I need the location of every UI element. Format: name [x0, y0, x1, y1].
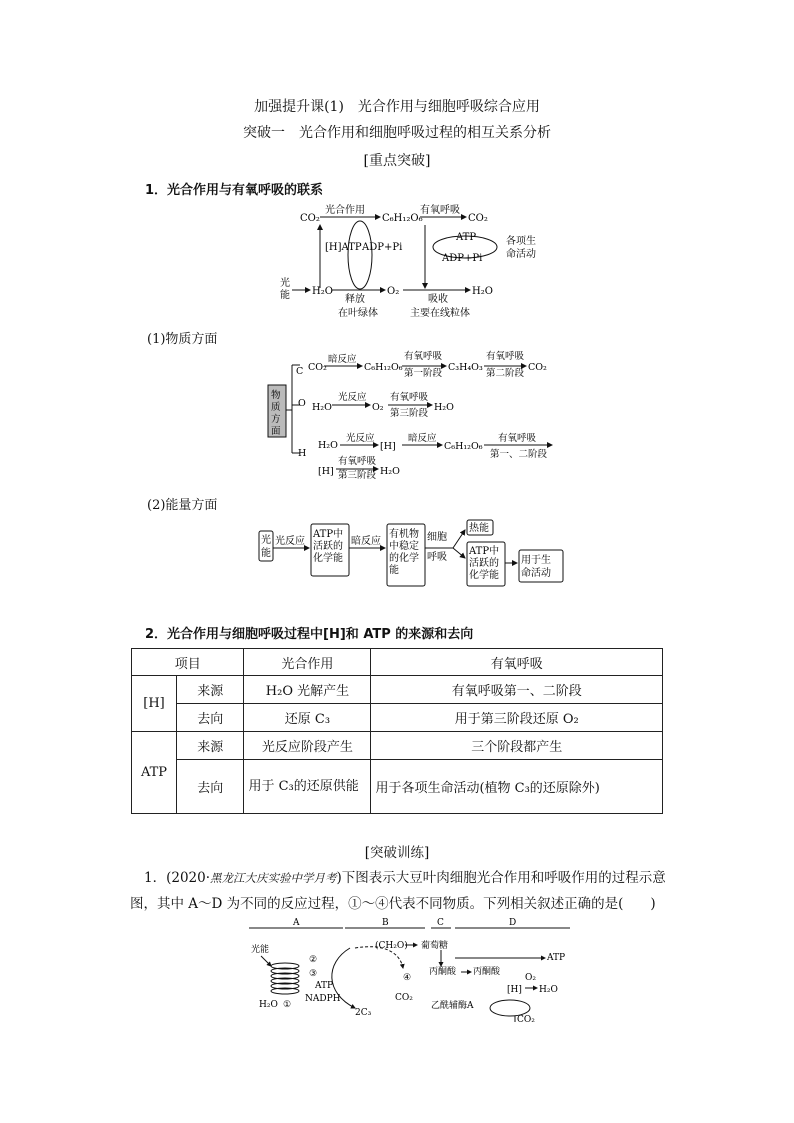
- f-C: C: [437, 918, 444, 928]
- q1-a: 1．(2020·: [144, 870, 211, 886]
- m-dark2: 暗反应: [408, 433, 437, 444]
- m-h: H: [298, 448, 307, 459]
- f-n3: ③: [309, 969, 318, 979]
- f-D: D: [509, 918, 517, 928]
- m-pyr: C₃H₄O₃: [448, 362, 483, 373]
- d1-light1: 光: [280, 278, 290, 289]
- row-h: [H]: [132, 676, 177, 732]
- th-item: 项目: [132, 649, 244, 676]
- heading-1: 1．光合作用与有氧呼吸的联系: [145, 183, 324, 198]
- d1-co2-left: CO₂: [300, 213, 320, 224]
- section-label: [重点突破]: [363, 153, 431, 169]
- h-dst-r: 用于第三阶段还原 O₂: [371, 704, 663, 732]
- th-resp: 有氧呼吸: [371, 649, 663, 676]
- question-figure: [245, 918, 575, 1024]
- m-h2o: H₂O: [312, 402, 332, 413]
- svg-text:用于生: 用于生: [521, 555, 551, 566]
- f-glu: 葡萄糖: [421, 941, 449, 951]
- m-c: C: [296, 366, 304, 377]
- m-h2o2: H₂O: [434, 402, 454, 413]
- m-lr2: 光反应: [346, 433, 375, 444]
- m-s1: 第一阶段: [404, 368, 443, 379]
- m-co2b: CO₂: [528, 362, 547, 373]
- svg-text:命活动: 命活动: [521, 568, 551, 579]
- q1-src: 黑龙江大庆实验中学月考: [210, 871, 337, 885]
- training-label: [突破训练]: [364, 845, 430, 861]
- atp-src-p: 光反应阶段产生: [244, 732, 371, 760]
- m-aer3: 有氧呼吸: [390, 392, 429, 403]
- f-hh: [H]: [507, 985, 522, 995]
- svg-text:光: 光: [261, 535, 271, 546]
- h-dst-p: 还原 C₃: [244, 704, 371, 732]
- q1-b: )下图表示大豆叶肉细胞光合作用和呼吸作用的过程示意图，其中 A～D 为不同的反应过程，①～④代表不同物质。下列相关叙述正确的是( ): [130, 870, 666, 912]
- m-o: O: [298, 398, 306, 409]
- svg-text:中稳定: 中稳定: [389, 541, 419, 552]
- f-h2o: H₂O: [259, 1000, 278, 1010]
- svg-text:方: 方: [271, 414, 281, 425]
- energy-diagram: [255, 518, 567, 590]
- m-h2o3: H₂O: [318, 440, 338, 451]
- h-src-p: H₂O 光解产生: [244, 676, 371, 704]
- heading-energy: (2)能量方面: [147, 498, 218, 513]
- m-o2: O₂: [372, 402, 384, 413]
- h-src-label: 来源: [177, 676, 244, 704]
- svg-text:化学能: 化学能: [313, 553, 343, 564]
- h-dst-label: 去向: [177, 704, 244, 732]
- svg-text:细胞: 细胞: [427, 532, 447, 543]
- f-n2: ②: [309, 955, 318, 965]
- question-1: [130, 865, 670, 917]
- svg-text:ATP中: ATP中: [469, 546, 500, 557]
- f-atp2: ATP: [547, 953, 566, 963]
- h-src-r: 有氧呼吸第一、二阶段: [371, 676, 663, 704]
- atp-dst-p: 用于 C₃的还原供能: [244, 760, 371, 814]
- m-h2o4: H₂O: [380, 466, 400, 477]
- m-aer4: 有氧呼吸: [498, 433, 537, 444]
- m-glu: C₆H₁₂O₆: [364, 362, 403, 373]
- f-atp: ATP: [315, 981, 334, 991]
- d1-co2-right: CO₂: [468, 213, 488, 224]
- atp-src-r: 三个阶段都产生: [371, 732, 663, 760]
- d1-light2: 能: [280, 290, 290, 301]
- f-n1: ①: [283, 1000, 292, 1010]
- source-dest-table: [131, 648, 663, 814]
- f-n4: ④: [403, 973, 412, 983]
- d1-chloro: 在叶绿体: [338, 308, 378, 319]
- d1-o2: O₂: [387, 286, 400, 297]
- d1-aer: 有氧呼吸: [420, 205, 460, 216]
- m-aer5: 有氧呼吸: [338, 456, 377, 467]
- atp-src-label: 来源: [177, 732, 244, 760]
- e-heat: 热能: [469, 523, 489, 534]
- d1-absorb: 吸收: [428, 294, 448, 305]
- svg-text:有机物: 有机物: [389, 529, 419, 540]
- d1-act2: 命活动: [506, 249, 536, 260]
- page-title: 加强提升课(1) 光合作用与细胞呼吸综合应用: [254, 99, 540, 115]
- d1-act1: 各项生: [506, 236, 536, 247]
- svg-text:质: 质: [271, 402, 281, 413]
- f-light: 光能: [251, 945, 270, 955]
- m-lr: 光反应: [338, 392, 367, 403]
- f-h2o2: H₂O: [539, 985, 558, 995]
- page-subtitle: 突破一 光合作用和细胞呼吸过程的相互关系分析: [243, 125, 551, 141]
- d1-adp2: ADP+Pi: [442, 253, 483, 264]
- atp-dst-r: 用于各项生命活动(植物 C₃的还原除外): [371, 760, 663, 814]
- matter-diagram: [262, 350, 562, 481]
- f-pyr2: 丙酮酸: [473, 967, 501, 977]
- svg-text:ATP中: ATP中: [313, 529, 344, 540]
- d1-adp: ADP+Pi: [362, 242, 403, 253]
- e-lr: 光反应: [275, 536, 305, 547]
- m-dark: 暗反应: [328, 354, 357, 365]
- svg-text:面: 面: [271, 426, 281, 437]
- d1-h2o: H₂O: [312, 286, 333, 297]
- svg-text:活跃的: 活跃的: [469, 558, 499, 569]
- f-co2: CO₂: [395, 993, 413, 1003]
- svg-text:能: 能: [389, 565, 399, 576]
- m-s3: 第三阶段: [390, 408, 429, 419]
- svg-text:物: 物: [271, 390, 281, 401]
- f-nadph: NADPH: [305, 994, 341, 1004]
- f-2c3: 2C₃: [355, 1008, 372, 1018]
- atp-dst-label: 去向: [177, 760, 244, 814]
- d1-release: 释放: [345, 294, 365, 305]
- d1-photo: 光合作用: [325, 205, 365, 216]
- d1-h2o-right: H₂O: [472, 286, 493, 297]
- m-s12: 第一、二阶段: [490, 449, 548, 460]
- d1-glucose: C₆H₁₂O₆: [382, 213, 423, 224]
- th-photo: 光合作用: [244, 649, 371, 676]
- m-s2: 第二阶段: [486, 368, 525, 379]
- f-co2b: CO₂: [517, 1015, 535, 1025]
- d1-h-atp: [H]ATP: [325, 242, 362, 253]
- heading-matter: (1)物质方面: [147, 332, 218, 347]
- m-aer1: 有氧呼吸: [404, 351, 443, 362]
- m-s3b: 第三阶段: [338, 470, 377, 481]
- d1-atp: ATP: [456, 232, 477, 243]
- f-pyr1: 丙酮酸: [429, 967, 457, 977]
- svg-text:化学能: 化学能: [469, 570, 499, 581]
- f-B: B: [382, 918, 389, 928]
- svg-text:能: 能: [261, 548, 271, 559]
- svg-text:呼吸: 呼吸: [427, 552, 447, 563]
- m-hh2: [H]: [318, 466, 334, 477]
- svg-text:的化学: 的化学: [389, 553, 419, 564]
- f-ch2o: (CH₂O): [375, 941, 408, 951]
- m-co2: CO₂: [308, 362, 327, 373]
- f-A: A: [293, 918, 300, 928]
- heading-2: 2．光合作用与细胞呼吸过程中[H]和 ATP 的来源和去向: [145, 627, 474, 642]
- m-hh: [H]: [380, 441, 396, 452]
- svg-text:活跃的: 活跃的: [313, 541, 343, 552]
- f-acetyl: 乙酰辅酶A: [431, 1001, 474, 1011]
- row-atp: ATP: [132, 732, 177, 814]
- d1-mito: 主要在线粒体: [410, 308, 470, 319]
- m-glu2: C₆H₁₂O₆: [444, 441, 483, 452]
- m-aer2: 有氧呼吸: [486, 351, 525, 362]
- relation-diagram: [270, 200, 536, 322]
- e-dark: 暗反应: [351, 536, 381, 547]
- f-o2: O₂: [525, 973, 536, 983]
